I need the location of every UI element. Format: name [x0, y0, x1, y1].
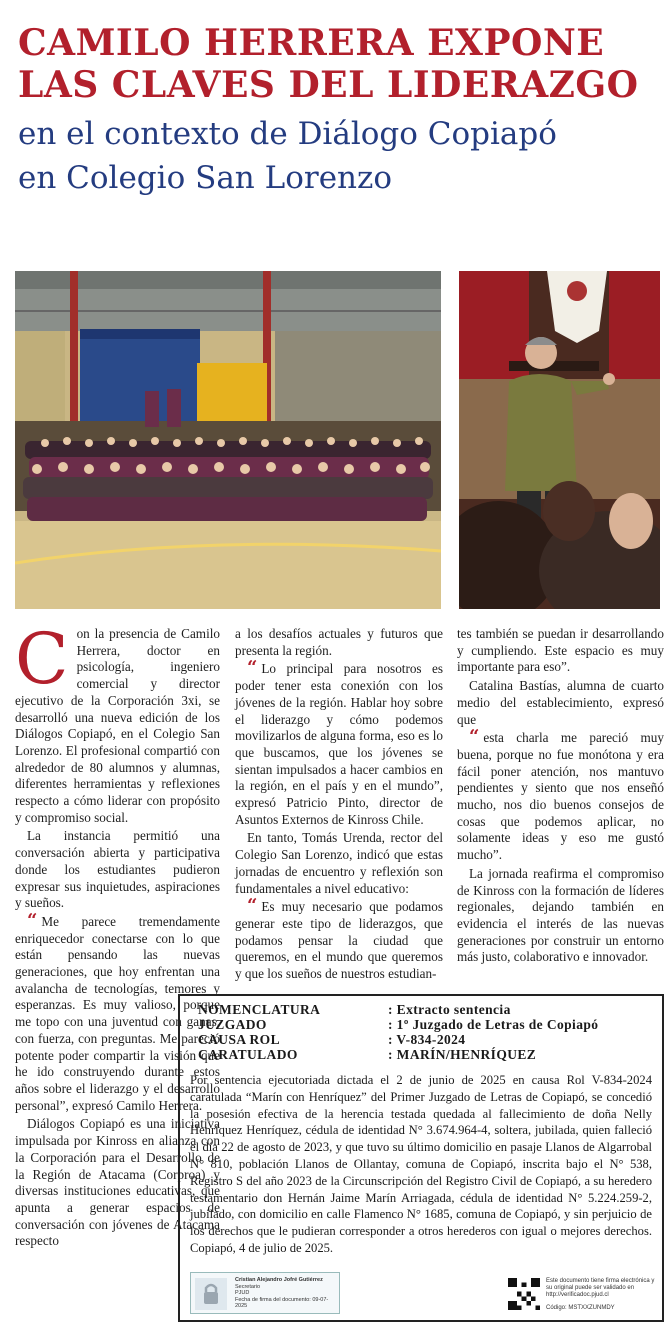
signer-name: Cristian Alejandro Jofré Gutiérrez	[235, 1277, 323, 1283]
quote-mark-icon: “	[469, 726, 480, 748]
notice-label: CARATULADO	[198, 1047, 298, 1062]
article-column-2	[235, 626, 443, 985]
article-paragraph: En tanto, Tomás Urenda, rector del Colegio San Lorenzo, indicó que estas jornadas de encuentro y reflexión son fundamentales a nivel educativo:	[235, 830, 443, 896]
subheadline-line-1: en el contexto de Diálogo Copiapó	[18, 116, 557, 152]
group-photo	[15, 271, 441, 609]
signer-org: PJUD	[235, 1290, 250, 1296]
legal-notice	[178, 994, 664, 1322]
quote-mark-icon: “	[247, 895, 258, 917]
article-paragraph: Diálogos Copiapó es una iniciativa impulsada por Kinross en alianza con la Corporación para el Desarrollo de la Región de Atacama (Corproa) y diversas instituciones educativas, que apunta a generar espacios de conversación con jóvenes de Atacama respecto	[15, 1116, 220, 1249]
paragraph-text: on la presencia de Camilo Herrera, doctor en psicología, ingeniero comercial y director ejecutivo de la Corporación 3xi, se desarrolló una nueva edición de los Diálogos Copiapó, en el Colegio San Lorenzo. El profesional compartió con alrededor de 80 alumnos y alumnas, diferentes herramientas y reflexiones respecto a cómo liderar con propósito y compromiso social.	[15, 626, 220, 825]
notice-label: CAUSA ROL	[198, 1032, 280, 1047]
paragraph-text: Lo principal para nosotros es poder tener esta conexión con los jóvenes de la región. Hablar hoy sobre el liderazgo y cómo podemos movilizarlos de alguna forma, eso es lo que buscamos, que los jóvenes se sientan impulsados a hacer cambios en la región, en el país y en el mundo”, expresó Patricio Pinto, director de Asuntos Externos de Kinross Chile.	[235, 661, 443, 827]
headline	[18, 22, 658, 200]
signer-role: Secretario	[235, 1283, 261, 1290]
notice-body: Por sentencia ejecutoriada dictada el 2 de junio de 2025 en causa Rol V-834-2024 caratulada “Marín con Henríquez” del Primer Juzgado de Letras de Copiapó, se concedió la posesión efectiva de la herencia testada quedada al fallecimiento de doña Nelly Henríquez Henríquez, cédula de identidad N° 3.674.964-4, soltera, jubilada, quien falleció el día 22 de agosto de 2023, y que tuvo su último domicilio en pasaje Llanos de Algarrobal N° 810, población Llanos de Ollantay, comuna de Copiapó, inscrita bajo el N° 538, Registro S del año 2023 de la Circunscripción del Registro Civil de Copiapó, a su heredero testamentario don Hernán Jaime Marín Arriagada, cédula de identidad N° 5.224.259-2, jubilado, con domicilio en calle Flamenco N° 1685, comuna de Copiapó, y sin perjuicio de los derechos que le pudieran corresponder a otros herederos con igual o mejores derechos. Copiapó, 4 de julio de 2025.	[190, 1073, 652, 1255]
verification-text: Este documento tiene firma electrónica y su original puede ser validado en http://verificadoc.pjud.cl	[546, 1278, 655, 1298]
speaker-photo-illustration	[459, 271, 660, 609]
notice-value: : V-834-2024	[388, 1032, 466, 1047]
headline-line-2: LAS CLAVES DEL LIDERAZGO	[18, 64, 639, 106]
article-paragraph	[15, 618, 220, 826]
notice-footer	[190, 1268, 655, 1314]
speaker-photo	[459, 271, 660, 609]
qr-code-icon	[508, 1278, 540, 1310]
electronic-signature	[190, 1272, 340, 1314]
article-quote-paragraph	[235, 895, 443, 983]
quote-mark-icon: “	[27, 909, 38, 931]
notice-value: : MARÍN/HENRÍQUEZ	[388, 1047, 537, 1062]
verification-code: Código: MSTXXZUNMDY	[546, 1305, 615, 1311]
paragraph-text: Me parece tremendamente enriquecedor conectarse con lo que están pensando las nuevas generaciones, que hoy enfrentan una avalancha de tecnologías, temores y esperanzas. Es muy valioso, porque me topo con una juventud con ganas, con fuerza, con preguntas. Me pareció potente poder compartir la visión que he ido construyendo durante estos años sobre el liderazgo y el desarrollo personal”, expresó Camilo Herrera.	[15, 913, 220, 1113]
lock-icon	[195, 1278, 227, 1310]
article-paragraph: a los desafíos actuales y futuros que presenta la región.	[235, 626, 443, 658]
subheadline-line-2: en Colegio San Lorenzo	[18, 160, 392, 196]
headline-line-1: CAMILO HERRERA EXPONE	[18, 22, 605, 64]
notice-label: JUZGADO	[198, 1017, 267, 1032]
paragraph-text: Es muy necesario que podamos generar este tipo de liderazgos, que podamos pensar la ciudad que queremos, en el mundo que queremos y que los sueños de nuestros estudian-	[235, 899, 443, 982]
notice-label: NOMENCLATURA	[198, 1002, 321, 1017]
signature-date: Fecha de firma del documento: 09-07-2025	[235, 1296, 329, 1309]
drop-cap: C	[15, 618, 69, 700]
article-quote-paragraph	[235, 657, 443, 828]
article-quote-paragraph	[457, 726, 664, 864]
article-paragraph: La jornada reafirma el compromiso de Kinross con la formación de líderes regionales, dejando también en evidencia el interés de las nuevas generaciones por construir un entorno más justo, colaborativo e innovador.	[457, 865, 664, 965]
article-column-3	[457, 626, 664, 968]
notice-value: : 1º Juzgado de Letras de Copiapó	[388, 1017, 599, 1032]
paragraph-text: esta charla me pareció muy buena, porque no fue monótona y era fácil poner atención, nos mantuvo pendientes y siento que nos enseñó mucho, nos dio buenos consejos de cosas que podemos aplicar, no solamente ideas y eso me gustó mucho”.	[457, 730, 664, 863]
quote-mark-icon: “	[247, 657, 258, 679]
notice-header	[190, 1002, 652, 1062]
verification-note	[546, 1278, 662, 1312]
article-paragraph: Catalina Bastías, alumna de cuarto medio del establecimiento, expresó que	[457, 678, 664, 727]
article-paragraph: tes también se puedan ir desarrollando y cumpliendo. Este espacio es muy importante para eso”.	[457, 626, 664, 675]
group-photo-illustration	[15, 271, 441, 609]
article-paragraph: La instancia permitió una conversación abierta y participativa donde los estudiantes pudieron expresar sus inquietudes, aspiraciones y sueños.	[15, 828, 220, 911]
notice-value: : Extracto sentencia	[388, 1002, 511, 1017]
